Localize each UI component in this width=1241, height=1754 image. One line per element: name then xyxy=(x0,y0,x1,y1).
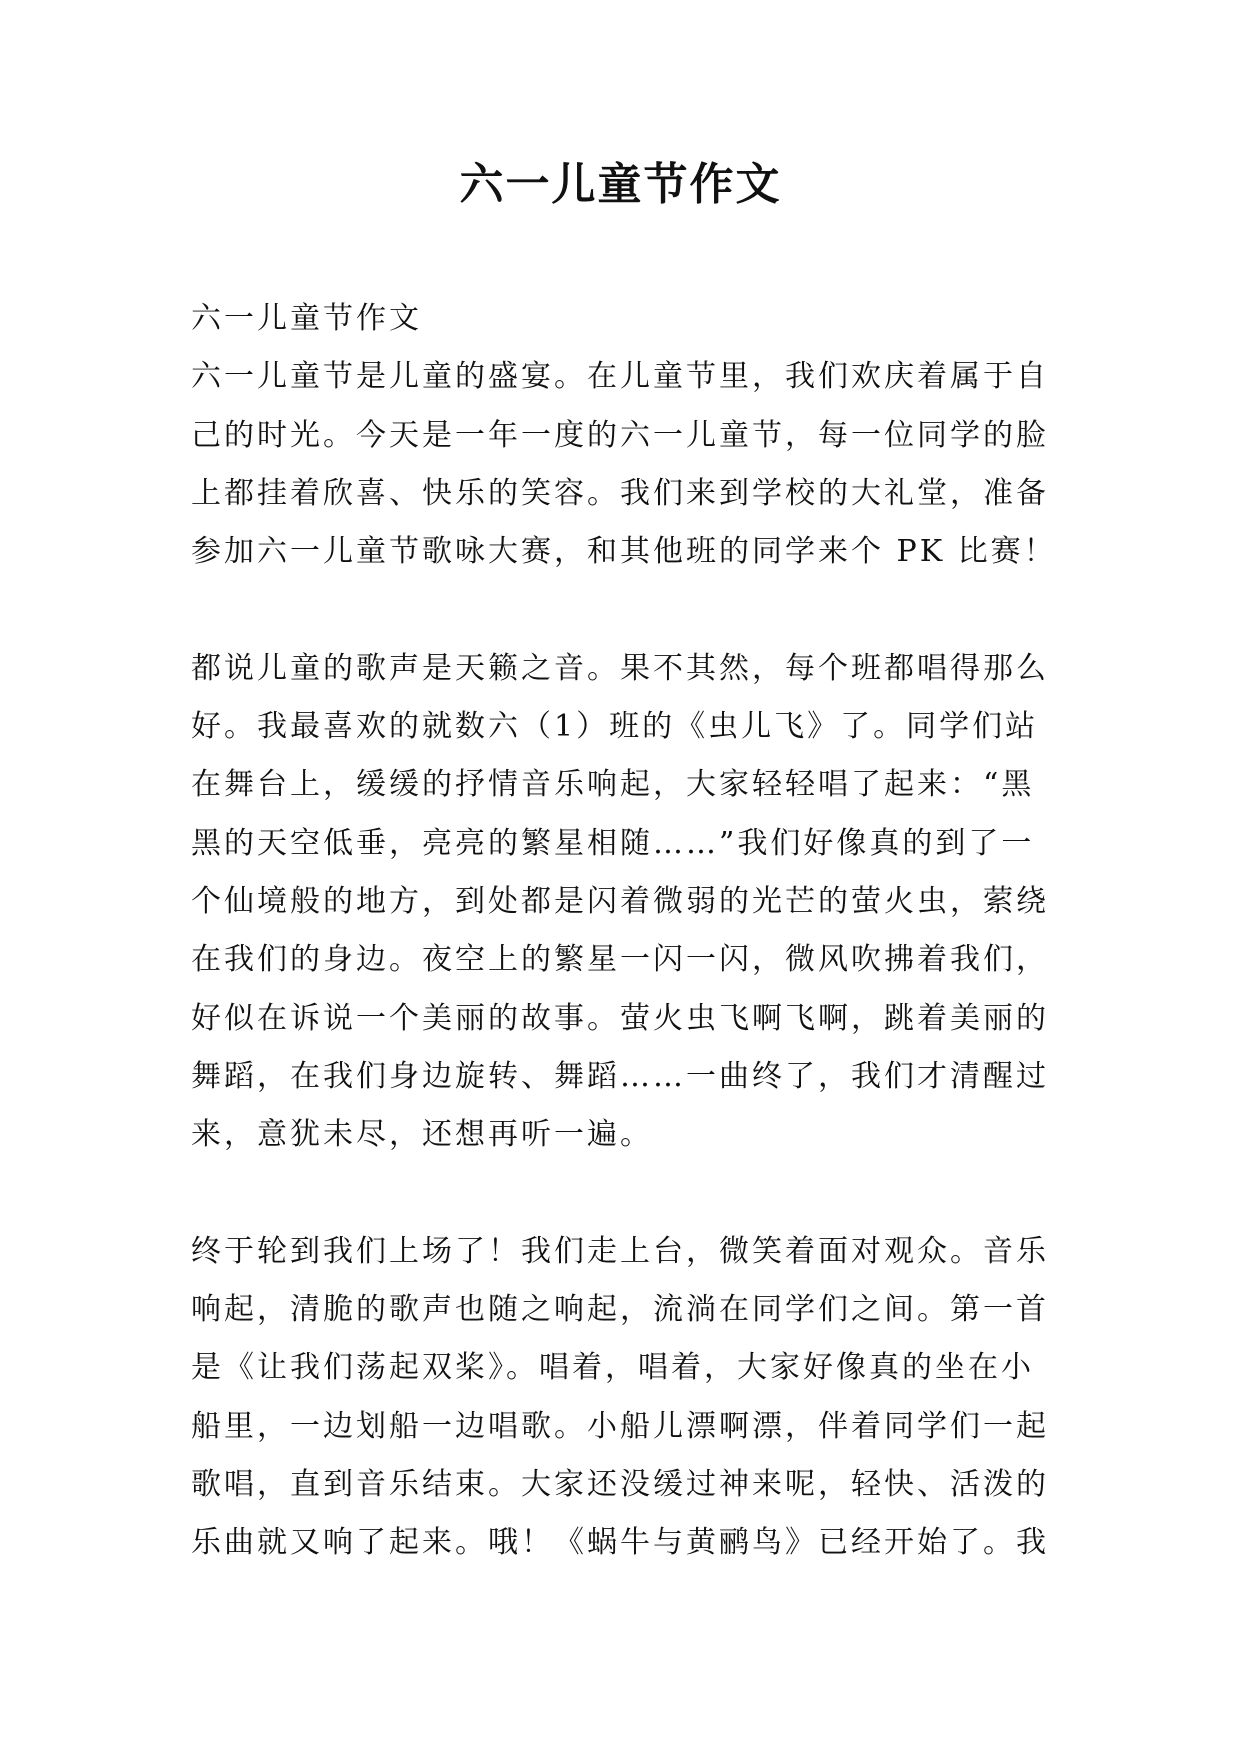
paragraph-2 xyxy=(191,640,1071,1165)
text-line: 船里，一边划船一边唱歌。小船儿漂啊漂，伴着同学们一起 xyxy=(191,1408,1049,1444)
paragraph-1 xyxy=(191,348,1071,581)
text-line: 乐曲就又响了起来。哦！《蜗牛与黄鹂鸟》已经开始了。我 xyxy=(191,1525,1049,1561)
text-line: 上都挂着欣喜、快乐的笑容。我们来到学校的大礼堂，准备 xyxy=(191,475,1049,511)
text-line: 在我们的身边。夜空上的繁星一闪一闪，微风吹拂着我们， xyxy=(191,942,1049,978)
text-line: 在舞台上，缓缓的抒情音乐响起，大家轻轻唱了起来：“黑 xyxy=(191,767,1035,803)
text-line: 舞蹈，在我们身边旋转、舞蹈……一曲终了，我们才清醒过 xyxy=(191,1058,1049,1094)
subtitle-line: 六一儿童节作文 xyxy=(191,301,422,336)
text-line: 歌唱，直到音乐结束。大家还没缓过神来呢，轻快、活泼的 xyxy=(191,1466,1049,1502)
text-line: 终于轮到我们上场了！我们走上台，微笑着面对观众。音乐 xyxy=(191,1233,1049,1269)
text-line: 来，意犹未尽，还想再听一遍。 xyxy=(191,1117,653,1153)
paragraph-spacer xyxy=(191,1164,1071,1222)
paragraph-3 xyxy=(191,1223,1071,1573)
text-line: 是《让我们荡起双桨》。唱着，唱着，大家好像真的坐在小 xyxy=(191,1350,1034,1386)
text-line: 己的时光。今天是一年一度的六一儿童节，每一位同学的脸 xyxy=(191,417,1049,453)
document-body xyxy=(191,290,1071,1573)
text-line: 参加六一儿童节歌咏大赛，和其他班的同学来个 PK 比赛！ xyxy=(191,534,1057,570)
text-line: 好似在诉说一个美丽的故事。萤火虫飞啊飞啊，跳着美丽的 xyxy=(191,1000,1049,1036)
text-line: 响起，清脆的歌声也随之响起，流淌在同学们之间。第一首 xyxy=(191,1292,1049,1328)
text-line: 好。我最喜欢的就数六（1）班的《虫儿飞》了。同学们站 xyxy=(191,709,1039,745)
text-line: 个仙境般的地方，到处都是闪着微弱的光芒的萤火虫，萦绕 xyxy=(191,883,1049,919)
text-line: 黑的天空低垂，亮亮的繁星相随……”我们好像真的到了一 xyxy=(191,825,1035,861)
text-line: 六一儿童节是儿童的盛宴。在儿童节里，我们欢庆着属于自 xyxy=(191,359,1049,395)
document-title: 六一儿童节作文 xyxy=(459,159,782,210)
text-line: 都说儿童的歌声是天籁之音。果不其然，每个班都唱得那么 xyxy=(191,650,1049,686)
paragraph-spacer xyxy=(191,581,1071,639)
